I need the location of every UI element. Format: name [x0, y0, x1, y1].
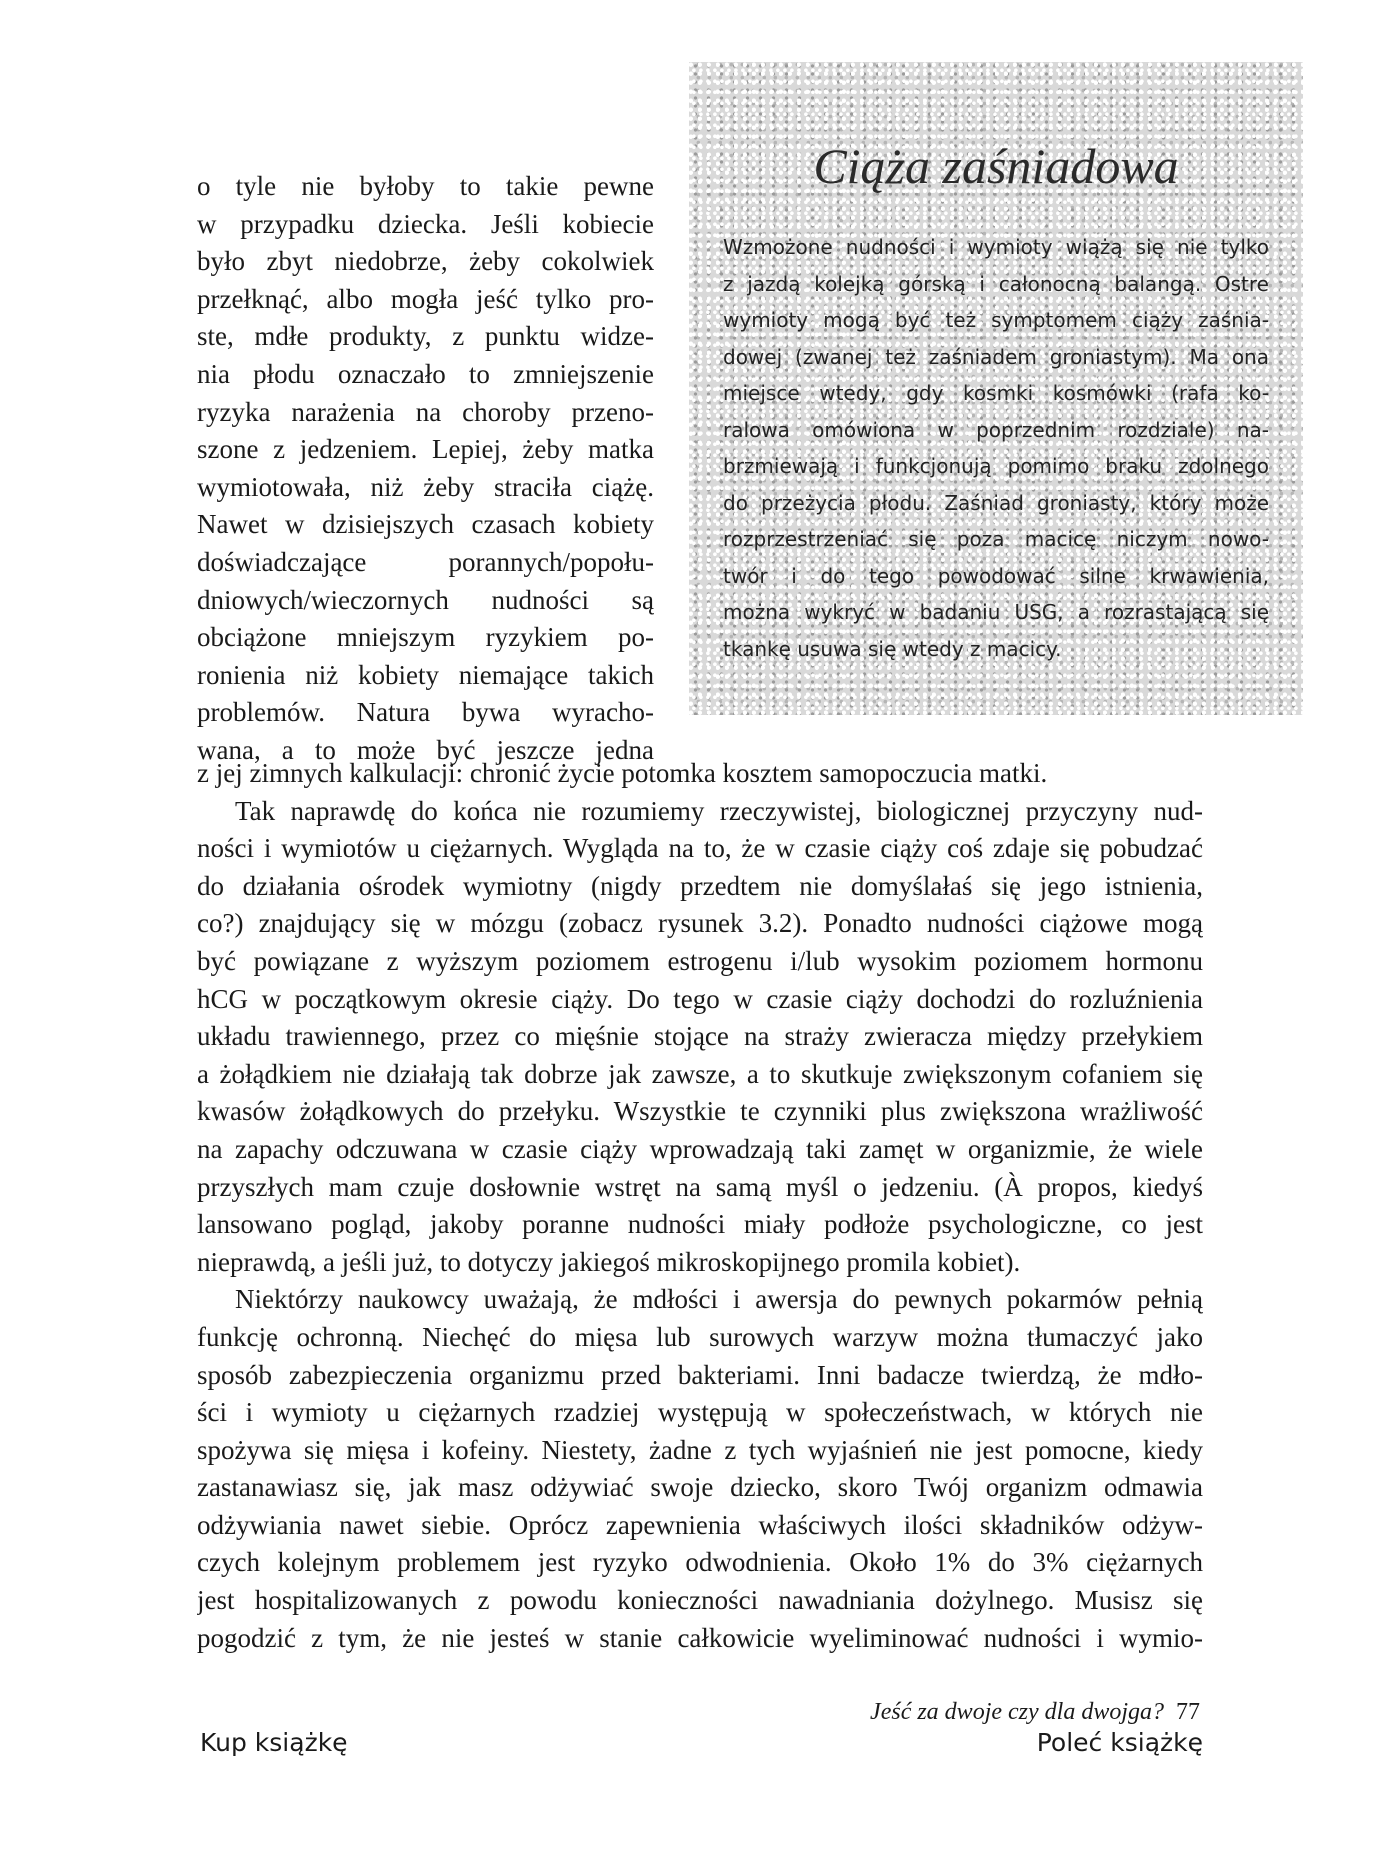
text-line: lansowano pogląd, jakoby poranne nudności miały podłoże psychologiczne, co jest	[197, 1209, 1203, 1240]
text-line: ności i wymiotów u ciężarnych. Wygląda na to, że w czasie ciąży coś zdaje się pobudzać	[197, 833, 1203, 864]
sidebar-box	[689, 62, 1303, 715]
buy-book-link[interactable]: Kup książkę	[200, 1728, 348, 1757]
page-number: 77	[1176, 1699, 1200, 1725]
sidebar-line: można wykryć w badaniu USG, a rozrastającą się	[723, 600, 1269, 624]
text-line: Nawet w dzisiejszych czasach kobiety	[197, 509, 654, 540]
text-line: być powiązane z wyższym poziomem estrogenu i/lub wysokim poziomem hormonu	[197, 945, 1203, 976]
text-line: funkcję ochronną. Niechęć do mięsa lub surowych warzyw można tłumaczyć jako	[197, 1321, 1203, 1352]
text-line: a żołądkiem nie działają tak dobrze jak zawsze, a to skutkuje zwiększonym cofaniem się	[197, 1058, 1203, 1089]
text-line: spożywa się mięsa i kofeiny. Niestety, żadne z tych wyjaśnień nie jest pomocne, kiedy	[197, 1434, 1203, 1465]
text-line: na zapachy odczuwana w czasie ciąży wprowadzają taki zamęt w organizmie, że wiele	[197, 1133, 1203, 1164]
recommend-book-link[interactable]: Poleć książkę	[1036, 1728, 1203, 1757]
narrow-column-text	[197, 168, 654, 770]
text-line: ronienia niż kobiety niemające takich	[197, 659, 654, 690]
paragraph-first-line: Tak naprawdę do końca nie rozumiemy rzeczywistej, biologicznej przyczyny nud-	[235, 795, 1203, 826]
text-line: o tyle nie byłoby to takie pewne	[197, 171, 654, 201]
text-line: ryzyka narażenia na choroby przeno-	[197, 396, 654, 427]
sidebar-line: do przeżycia płodu. Zaśniad groniasty, który może	[723, 490, 1269, 515]
sidebar-line: tkankę usuwa się wtedy z macicy.	[723, 636, 1062, 661]
text-line: przyszłych mam czuje dosłownie wstręt na samą myśl o jedzeniu. (À propos, kiedyś	[197, 1171, 1203, 1202]
sidebar-line: wymioty mogą być też symptomem ciąży zaśnia-	[723, 308, 1269, 332]
text-line: z jej zimnych kalkulacji: chronić życie potomka kosztem samopoczucia matki.	[197, 758, 1048, 788]
sidebar-line: ralowa omówiona w poprzednim rozdziale) na-	[723, 417, 1269, 442]
sidebar-line: twór i do tego powodować silne krwawienia,	[723, 563, 1269, 588]
sidebar-title: Ciąża zaśniadowa	[813, 138, 1179, 194]
text-line: problemów. Natura bywa wyracho-	[197, 697, 654, 728]
text-line: wymiotowała, niż żeby straciła ciążę.	[197, 471, 654, 502]
text-line: w przypadku dziecka. Jeśli kobiecie	[197, 208, 654, 239]
text-line: obciążone mniejszym ryzykiem po-	[197, 622, 654, 653]
text-line: kwasów żołądkowych do przełyku. Wszystkie te czynniki plus zwiększona wrażliwość	[197, 1096, 1203, 1127]
text-line: hCG w początkowym okresie ciąży. Do tego w czasie ciąży dochodzi do rozluźnienia	[197, 983, 1203, 1014]
text-line: doświadczające porannych/popołu-	[197, 546, 654, 577]
text-line: było zbyt niedobrze, żeby cokolwiek	[197, 246, 654, 277]
text-line: nia płodu oznaczało to zmniejszenie	[197, 358, 654, 389]
text-line: co?) znajdujący się w mózgu (zobacz rysunek 3.2). Ponadto nudności ciążowe mogą	[197, 908, 1203, 939]
sidebar-text	[723, 229, 1269, 667]
text-line: do działania ośrodek wymiotny (nigdy przedtem nie domyślałaś się jego istnienia,	[197, 870, 1203, 901]
sidebar-line: dowej (zwanej też zaśniadem groniastym). Ma ona	[723, 344, 1269, 369]
paragraph-first-line: Niektórzy naukowcy uważają, że mdłości i awersja do pewnych pokarmów pełnią	[235, 1284, 1203, 1315]
text-line: układu trawiennego, przez co mięśnie stojące na straży zwieracza między przełykiem	[197, 1021, 1203, 1052]
text-line: wana, a to może być jeszcze jedna	[197, 734, 654, 765]
text-line: ści i wymioty u ciężarnych rzadziej występują w społeczeństwach, w których nie	[197, 1397, 1203, 1428]
text-line: pogodzić z tym, że nie jesteś w stanie całkowicie wyeliminować nudności i wymio-	[197, 1622, 1203, 1653]
text-line: jest hospitalizowanych z powodu konieczności nawadniania dożylnego. Musisz się	[197, 1585, 1203, 1616]
running-title: Jeść za dwoje czy dla dwojga?	[870, 1699, 1164, 1725]
sidebar-line: miejsce wtedy, gdy kosmki kosmówki (rafa ko-	[723, 381, 1269, 405]
text-line: ste, mdłe produkty, z punktu widze-	[197, 321, 654, 352]
text-line: sposób zabezpieczenia organizmu przed bakteriami. Inni badacze twierdzą, że mdło-	[197, 1359, 1203, 1390]
sidebar-line: brzmiewają i funkcjonują pomimo braku zdolnego	[723, 454, 1269, 478]
sidebar-line: z jazdą kolejką górską i całonocną balangą. Ostre	[723, 271, 1269, 296]
sidebar-line: rozprzestrzeniać się poza macicę niczym nowo-	[723, 527, 1269, 551]
text-line: dniowych/wieczornych nudności są	[197, 584, 654, 615]
full-width-text	[197, 755, 1203, 1657]
text-line: przełknąć, albo mogła jeść tylko pro-	[197, 283, 654, 314]
text-line: odżywiania nawet siebie. Oprócz zapewnienia właściwych ilości składników odżyw-	[197, 1509, 1203, 1540]
text-line: szone z jedzeniem. Lepiej, żeby matka	[197, 434, 654, 465]
sidebar-line: Wzmożone nudności i wymioty wiążą się nie tylko	[723, 235, 1269, 259]
text-line: czych kolejnym problemem jest ryzyko odwodnienia. Około 1% do 3% ciężarnych	[197, 1547, 1203, 1578]
text-line: zastanawiasz się, jak masz odżywiać swoje dziecko, skoro Twój organizm odmawia	[197, 1472, 1203, 1503]
text-line: nieprawdą, a jeśli już, to dotyczy jakiegoś mikroskopijnego promila kobiet).	[197, 1246, 1021, 1277]
running-footer	[870, 1697, 1200, 1727]
